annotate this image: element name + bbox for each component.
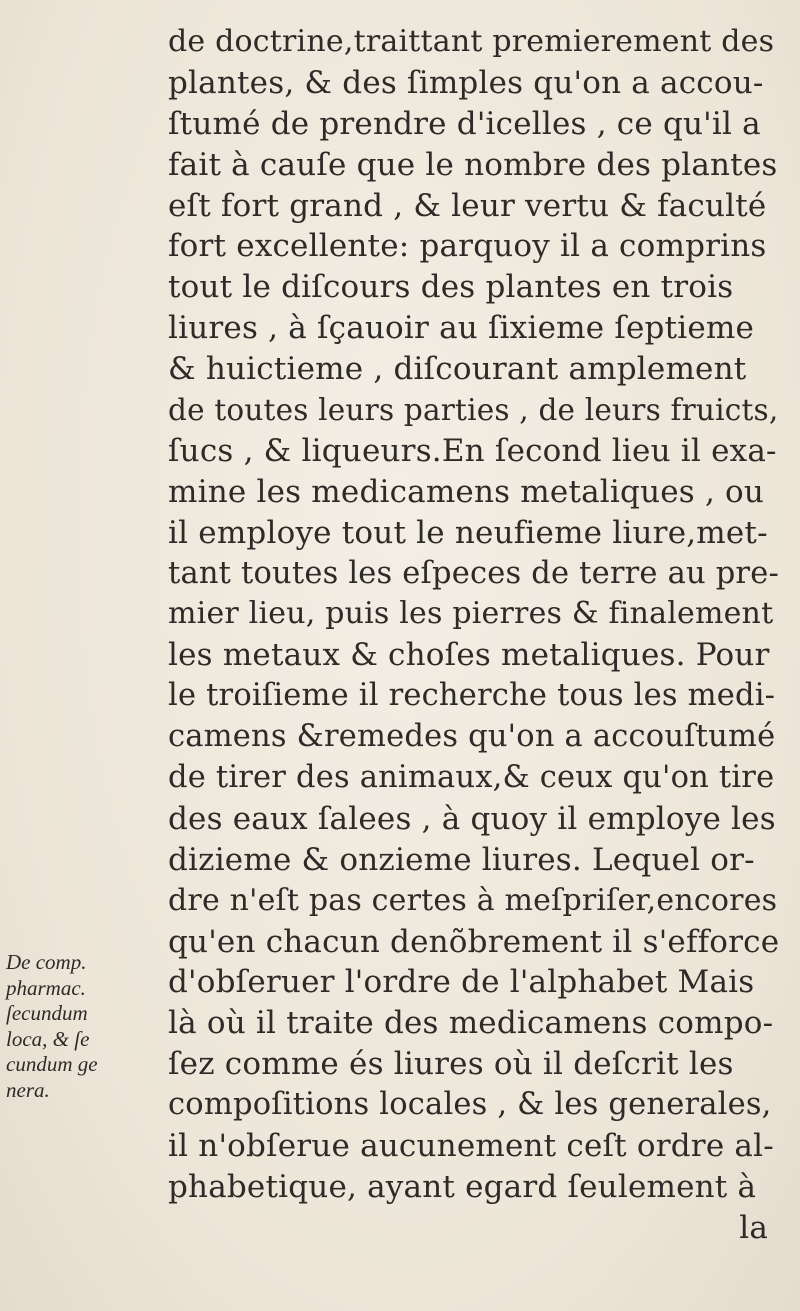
text-line: d'obſeruer l'ordre de l'alphabet Mais [168, 964, 755, 1001]
text-line: ſtumé de prendre d'icelles , ce qu'il a [168, 105, 761, 142]
text-line: de doctrine,traittant premierement des [168, 24, 775, 59]
text-line: qu'en chacun denõbrement il s'efforce [168, 923, 780, 960]
text-line: tout le diſcours des plantes en trois [168, 269, 734, 306]
text-line: le troiſieme il recherche tous les medi- [168, 678, 776, 714]
text-line: plantes, & des ſimples qu'on a accou- [168, 64, 764, 101]
body-text [168, 22, 780, 1249]
text-line: eſt fort grand , & leur vertu & faculté [168, 187, 767, 224]
text-line: ſucs , & liqueurs.En ſecond lieu il exa- [168, 432, 777, 469]
text-line: la [739, 1209, 768, 1246]
text-line: de toutes leurs parties , de leurs fruicts, [168, 393, 779, 428]
text-line: & huictieme , diſcourant amplement [168, 351, 747, 388]
text-line: là où il traite des medicamens compo- [168, 1005, 774, 1042]
text-line: mier lieu, puis les pierres & finalement [168, 596, 774, 632]
text-line: liures , à ſçauoir au ſixieme ſeptieme [168, 310, 755, 347]
margin-note-line: ſecundum [6, 1001, 88, 1025]
margin-note-line: pharmac. [6, 975, 86, 1000]
text-line: il n'obſerue aucunement ceſt ordre al- [168, 1128, 774, 1165]
text-line: ſez comme és liures où il deſcrit les [168, 1046, 734, 1083]
margin-note-line: loca, & ſe [6, 1026, 90, 1051]
text-line: dizieme & onzieme liures. Lequel or- [168, 841, 755, 878]
text-line: mine les medicamens metaliques , ou [168, 473, 765, 510]
text-line: fort excellente: parquoy il a comprins [168, 228, 767, 265]
text-line: fait à cauſe que le nombre des plantes [168, 146, 778, 183]
text-line: camens &remedes qu'on a accouſtumé [168, 719, 776, 755]
margin-note-line: nera. [6, 1077, 50, 1102]
text-line: il employe tout le neufieme liure,met- [168, 514, 768, 551]
text-line: les metaux & choſes metaliques. Pour [168, 637, 770, 674]
text-line: des eaux ſalees , à quoy il employe les [168, 800, 776, 837]
margin-note-line: De comp. [6, 950, 87, 974]
margin-note [6, 950, 156, 1103]
text-line: compoſitions locales , & les generales, [168, 1087, 772, 1123]
text-line: tant toutes les eſpeces de terre au pre- [168, 555, 779, 591]
text-line: phabetique, ayant egard ſeulement à [168, 1168, 757, 1205]
margin-note-line: cundum ge [6, 1052, 98, 1076]
text-line: dre n'eſt pas certes à meſpriſer,encores [168, 882, 778, 918]
text-line: de tirer des animaux,& ceux qu'on tire [168, 760, 775, 796]
